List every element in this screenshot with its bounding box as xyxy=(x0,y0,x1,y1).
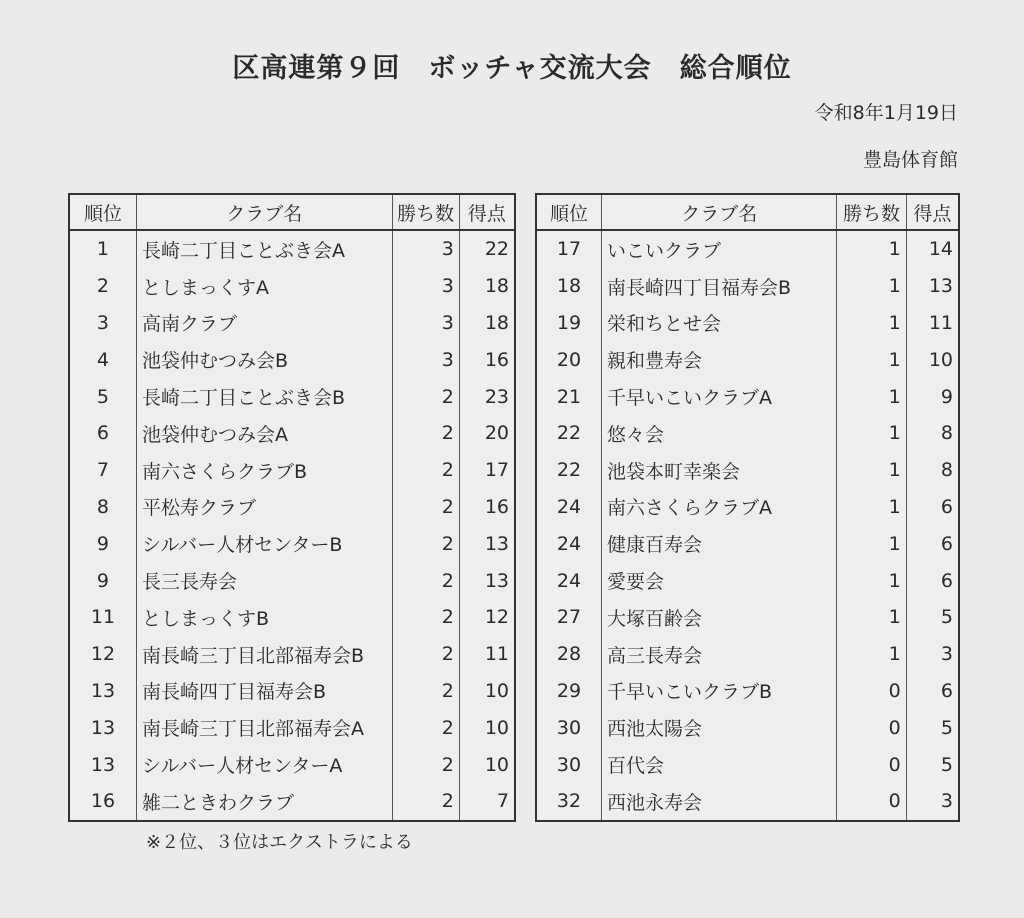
wins-cell: 2 xyxy=(392,489,459,526)
wins-cell: 1 xyxy=(837,599,906,636)
rank-cell: 4 xyxy=(96,348,110,371)
wins-cell: 3 xyxy=(392,341,459,378)
points-cell: 18 xyxy=(459,305,515,342)
rank-cell: 30 xyxy=(556,753,582,776)
event-venue: 豊島体育館 xyxy=(862,149,958,171)
points-cell: 18 xyxy=(459,268,515,305)
club-name-cell: 南六さくらクラブB xyxy=(136,452,392,489)
points-cell: 14 xyxy=(906,230,959,268)
rank-cell: 9 xyxy=(96,569,110,592)
points-cell: 11 xyxy=(459,636,515,673)
club-name-cell: 千早いこいクラブA xyxy=(602,378,837,415)
wins-cell: 2 xyxy=(392,636,459,673)
table-row xyxy=(536,525,959,562)
rank-cell: 1 xyxy=(96,238,110,261)
club-name-cell: としまっくすA xyxy=(136,268,392,305)
table-header-row xyxy=(536,194,959,230)
table-row xyxy=(69,489,515,526)
club-name-cell: いこいクラブ xyxy=(602,230,837,268)
table-row xyxy=(536,415,959,452)
table-row xyxy=(69,452,515,489)
table-header-row xyxy=(69,194,515,230)
points-cell: 12 xyxy=(459,599,515,636)
wins-cell: 1 xyxy=(837,305,906,342)
table-row xyxy=(536,746,959,783)
club-name-cell: 西池永寿会 xyxy=(602,783,837,821)
table-row xyxy=(69,783,515,821)
table-row xyxy=(69,378,515,415)
wins-cell: 2 xyxy=(392,525,459,562)
points-cell: 8 xyxy=(906,452,959,489)
rank-cell: 24 xyxy=(556,569,582,592)
club-name-cell: 池袋仲むつみ会A xyxy=(136,415,392,452)
club-name-cell: 平松寿クラブ xyxy=(136,489,392,526)
table-row xyxy=(536,599,959,636)
rank-cell: 19 xyxy=(556,311,582,334)
rank-cell: 22 xyxy=(556,422,582,445)
points-cell: 10 xyxy=(906,341,959,378)
club-name-cell: 南長崎四丁目福寿会B xyxy=(136,673,392,710)
club-name-cell: 南長崎三丁目北部福寿会A xyxy=(136,709,392,746)
club-name-cell: シルバー人材センターA xyxy=(136,746,392,783)
wins-cell: 2 xyxy=(392,709,459,746)
table-row xyxy=(536,230,959,268)
club-name-cell: 池袋仲むつみ会B xyxy=(136,341,392,378)
points-cell: 10 xyxy=(459,673,515,710)
wins-cell: 2 xyxy=(392,452,459,489)
club-name-cell: としまっくすB xyxy=(136,599,392,636)
club-name-cell: 西池太陽会 xyxy=(602,709,837,746)
club-name-cell: 南六さくらクラブA xyxy=(602,489,837,526)
table-row xyxy=(69,268,515,305)
points-cell: 8 xyxy=(906,415,959,452)
points-cell: 5 xyxy=(906,746,959,783)
table-row xyxy=(69,230,515,268)
table-row xyxy=(536,341,959,378)
points-cell: 6 xyxy=(906,525,959,562)
points-cell: 10 xyxy=(459,709,515,746)
wins-cell: 1 xyxy=(837,452,906,489)
table-row xyxy=(69,415,515,452)
rank-cell: 24 xyxy=(556,495,582,518)
header-club: クラブ名 xyxy=(136,194,392,230)
club-name-cell: 健康百寿会 xyxy=(602,525,837,562)
rank-cell: 21 xyxy=(556,385,582,408)
wins-cell: 0 xyxy=(837,746,906,783)
points-cell: 6 xyxy=(906,673,959,710)
rank-cell: 6 xyxy=(96,422,110,445)
club-name-cell: 大塚百齢会 xyxy=(602,599,837,636)
points-cell: 5 xyxy=(906,599,959,636)
rank-cell: 28 xyxy=(556,643,582,666)
table-row xyxy=(69,305,515,342)
table-row xyxy=(536,268,959,305)
wins-cell: 1 xyxy=(837,378,906,415)
wins-cell: 0 xyxy=(837,783,906,821)
rank-cell: 27 xyxy=(556,606,582,629)
table-row xyxy=(536,378,959,415)
points-cell: 16 xyxy=(459,489,515,526)
table-row xyxy=(536,636,959,673)
wins-cell: 2 xyxy=(392,415,459,452)
club-name-cell: シルバー人材センターB xyxy=(136,525,392,562)
points-cell: 6 xyxy=(906,489,959,526)
table-row xyxy=(69,525,515,562)
table-row xyxy=(536,709,959,746)
rank-cell: 29 xyxy=(556,679,582,702)
club-name-cell: 親和豊寿会 xyxy=(602,341,837,378)
wins-cell: 1 xyxy=(837,268,906,305)
wins-cell: 3 xyxy=(392,230,459,268)
header-rank: 順位 xyxy=(69,194,136,230)
table-row xyxy=(536,489,959,526)
wins-cell: 1 xyxy=(837,415,906,452)
club-name-cell: 悠々会 xyxy=(602,415,837,452)
table-row xyxy=(536,562,959,599)
points-cell: 17 xyxy=(459,452,515,489)
wins-cell: 2 xyxy=(392,378,459,415)
wins-cell: 1 xyxy=(837,489,906,526)
rank-cell: 20 xyxy=(556,348,582,371)
rank-cell: 30 xyxy=(556,716,582,739)
club-name-cell: 百代会 xyxy=(602,746,837,783)
points-cell: 9 xyxy=(906,378,959,415)
rank-cell: 24 xyxy=(556,532,582,555)
wins-cell: 2 xyxy=(392,599,459,636)
wins-cell: 1 xyxy=(837,341,906,378)
table-row xyxy=(69,746,515,783)
header-wins: 勝ち数 xyxy=(392,194,459,230)
wins-cell: 3 xyxy=(392,268,459,305)
rank-cell: 13 xyxy=(90,716,116,739)
club-name-cell: 南長崎四丁目福寿会B xyxy=(602,268,837,305)
club-name-cell: 千早いこいクラブB xyxy=(602,673,837,710)
wins-cell: 1 xyxy=(837,230,906,268)
table-row xyxy=(69,636,515,673)
wins-cell: 1 xyxy=(837,562,906,599)
ranking-table-left xyxy=(68,193,516,822)
table-row xyxy=(69,341,515,378)
wins-cell: 2 xyxy=(392,746,459,783)
wins-cell: 2 xyxy=(392,562,459,599)
club-name-cell: 長崎二丁目ことぶき会A xyxy=(136,230,392,268)
table-row xyxy=(536,452,959,489)
wins-cell: 2 xyxy=(392,783,459,821)
points-cell: 20 xyxy=(459,415,515,452)
club-name-cell: 池袋本町幸楽会 xyxy=(602,452,837,489)
wins-cell: 1 xyxy=(837,636,906,673)
points-cell: 13 xyxy=(459,562,515,599)
club-name-cell: 長崎二丁目ことぶき会B xyxy=(136,378,392,415)
rank-cell: 2 xyxy=(96,275,110,298)
header-wins: 勝ち数 xyxy=(837,194,906,230)
wins-cell: 0 xyxy=(837,709,906,746)
points-cell: 6 xyxy=(906,562,959,599)
club-name-cell: 愛要会 xyxy=(602,562,837,599)
header-rank: 順位 xyxy=(536,194,602,230)
rank-cell: 17 xyxy=(556,238,582,261)
points-cell: 22 xyxy=(459,230,515,268)
wins-cell: 3 xyxy=(392,305,459,342)
table-row xyxy=(536,305,959,342)
footnote: ※２位、３位はエクストラによる xyxy=(146,832,413,853)
club-name-cell: 栄和ちとせ会 xyxy=(602,305,837,342)
rank-cell: 13 xyxy=(90,753,116,776)
club-name-cell: 南長崎三丁目北部福寿会B xyxy=(136,636,392,673)
points-cell: 7 xyxy=(459,783,515,821)
table-row xyxy=(536,673,959,710)
points-cell: 5 xyxy=(906,709,959,746)
rank-cell: 22 xyxy=(556,459,582,482)
header-points: 得点 xyxy=(459,194,515,230)
club-name-cell: 長三長寿会 xyxy=(136,562,392,599)
points-cell: 13 xyxy=(459,525,515,562)
rank-cell: 13 xyxy=(90,679,116,702)
club-name-cell: 雑二ときわクラブ xyxy=(136,783,392,821)
rank-cell: 12 xyxy=(90,643,116,666)
table-row xyxy=(69,562,515,599)
points-cell: 16 xyxy=(459,341,515,378)
rank-cell: 16 xyxy=(90,790,116,813)
rank-cell: 32 xyxy=(556,790,582,813)
rank-cell: 11 xyxy=(90,606,116,629)
wins-cell: 1 xyxy=(837,525,906,562)
wins-cell: 0 xyxy=(837,673,906,710)
rank-cell: 18 xyxy=(556,275,582,298)
table-row xyxy=(69,673,515,710)
club-name-cell: 高南クラブ xyxy=(136,305,392,342)
points-cell: 10 xyxy=(459,746,515,783)
points-cell: 23 xyxy=(459,378,515,415)
rank-cell: 7 xyxy=(96,459,110,482)
points-cell: 3 xyxy=(906,636,959,673)
club-name-cell: 高三長寿会 xyxy=(602,636,837,673)
points-cell: 11 xyxy=(906,305,959,342)
header-club: クラブ名 xyxy=(602,194,837,230)
rank-cell: 5 xyxy=(96,385,110,408)
rank-cell: 8 xyxy=(96,495,110,518)
event-date: 令和8年1月19日 xyxy=(814,102,958,124)
table-row xyxy=(69,599,515,636)
header-points: 得点 xyxy=(906,194,959,230)
table-row xyxy=(69,709,515,746)
wins-cell: 2 xyxy=(392,673,459,710)
ranking-table-right xyxy=(535,193,960,822)
table-row xyxy=(536,783,959,821)
points-cell: 13 xyxy=(906,268,959,305)
rank-cell: 3 xyxy=(96,311,110,334)
page-title: 区高連第９回 ボッチャ交流大会 総合順位 xyxy=(232,53,792,84)
rank-cell: 9 xyxy=(96,532,110,555)
points-cell: 3 xyxy=(906,783,959,821)
